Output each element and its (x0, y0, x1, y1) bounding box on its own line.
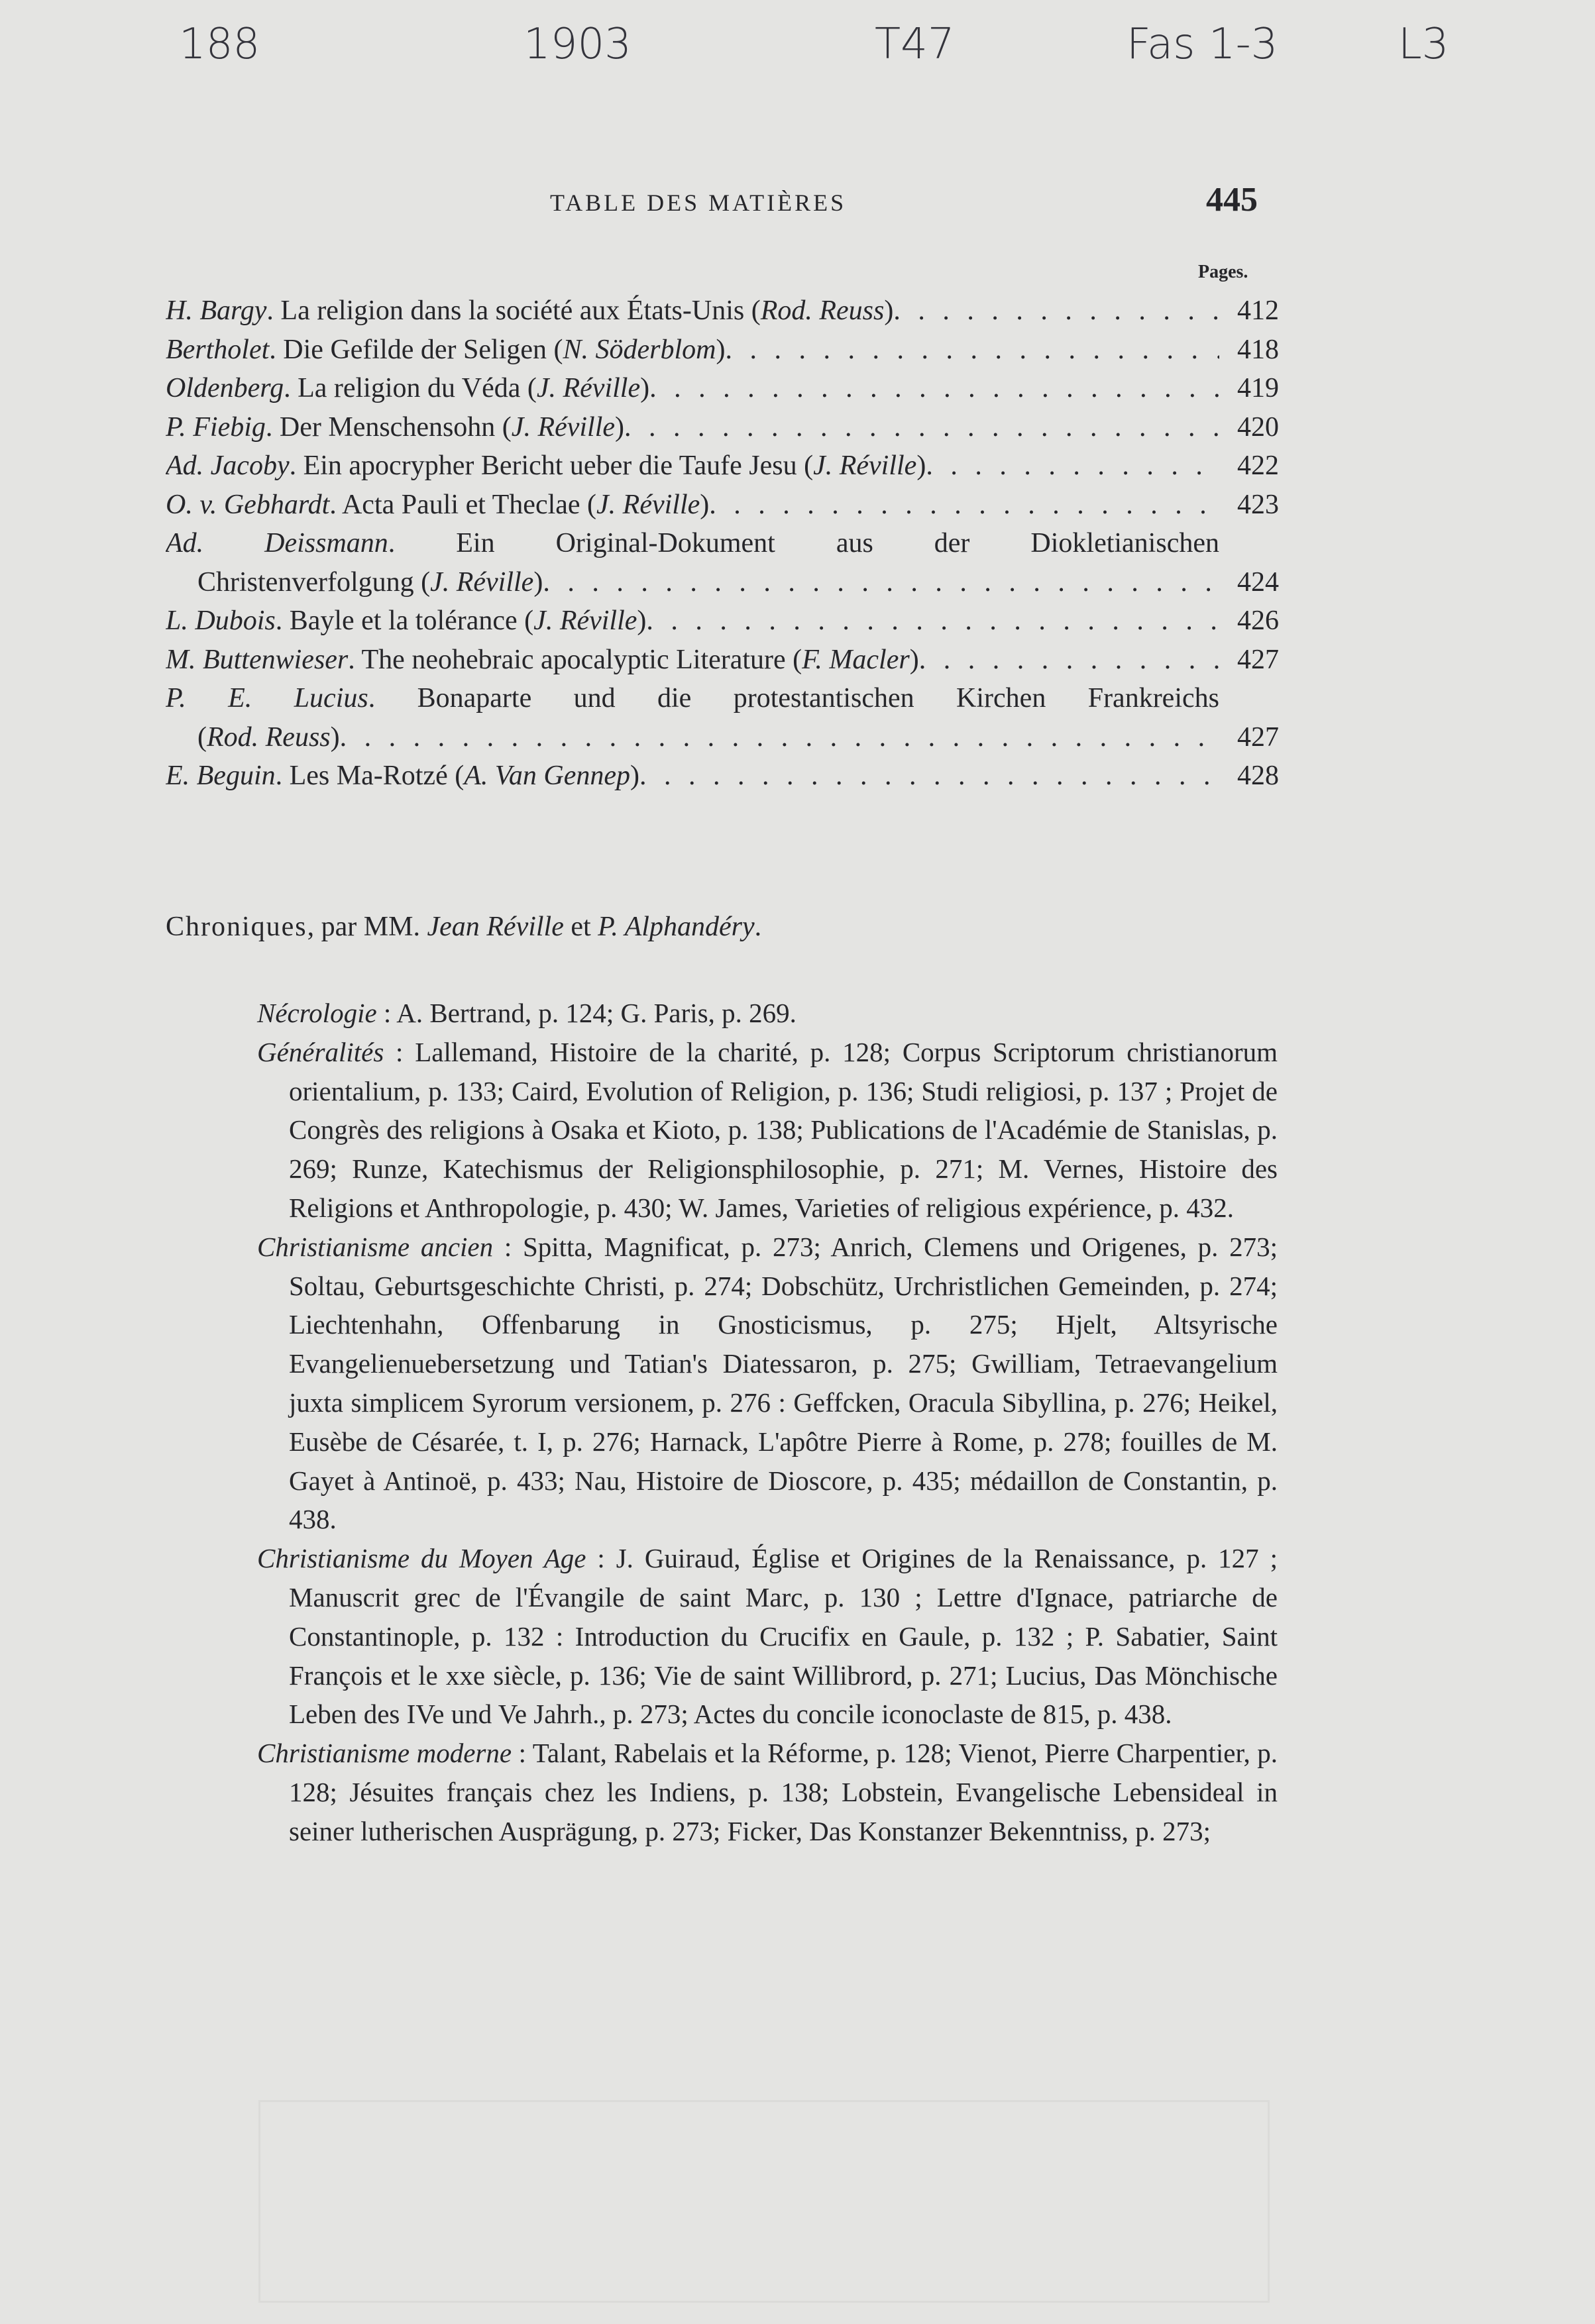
toc-page: 418 (1237, 334, 1279, 365)
leader-dots (926, 447, 1219, 486)
handwritten-note-2: 1903 (523, 20, 632, 69)
toc-page: 426 (1237, 606, 1279, 636)
toc-entry: Oldenberg. La religion du Véda (J. Réville) . . . 419 (166, 369, 1279, 408)
section-generalites: Généralités : Lallemand, Histoire de la charité, p. 128; Corpus Scriptorum christianorum orientalium, p. 133; Caird, Evolution of Religion, p. 136; Studi religiosi, p. 137 ; Projet de Congrès des religions à Osaka et Kioto, p. 138; Publications de l'Académie de Stanislas, p. 269; Runze, Katechismus der Religionsphilosophie, p. 271; M. Vernes, Histoire des Religions et Anthropologie, p. 430; W. James, Varieties of religious expérience, p. 432. (257, 1036, 1278, 1223)
toc-page: 420 (1237, 411, 1279, 443)
chroniques-heading: Chroniques, par MM. Jean Réville et P. Alphandéry. (166, 912, 762, 942)
toc-entry: Bertholet. Die Gefilde der Seligen (N. Söderblom) . . . 418 (166, 331, 1279, 370)
bleed-through-stamp (258, 2100, 1270, 2303)
toc-page: 424 (1237, 566, 1279, 598)
toc-entry: Ad. Jacoby. Ein apocrypher Bericht ueber die Taufe Jesu (J. Réville) . . . 422 (166, 447, 1279, 486)
leader-dots (543, 563, 1219, 602)
toc-page: 423 (1237, 489, 1279, 520)
leader-dots (893, 291, 1219, 331)
toc-page: 428 (1237, 761, 1279, 791)
leader-dots (919, 641, 1219, 680)
handwritten-note-1: 188 (179, 20, 260, 69)
leader-dots (725, 331, 1219, 370)
leader-dots (709, 486, 1219, 525)
toc-page: 412 (1237, 295, 1279, 326)
handwritten-note-5: L3 (1398, 20, 1449, 69)
leader-dots (649, 369, 1219, 408)
running-title: TABLE DES MATIÈRES (550, 189, 847, 216)
toc-entry: L. Dubois. Bayle et la tolérance (J. Réville) . . . 426 (166, 602, 1279, 641)
page-number: 445 (1206, 181, 1258, 219)
toc-entry-continuation: (Rod. Reuss) . . . 427 (166, 718, 1279, 757)
toc-entry-continuation: Christenverfolgung (J. Réville) . . . 424 (166, 563, 1279, 602)
toc-page: 427 (1237, 644, 1279, 675)
toc-page: 419 (1237, 373, 1279, 403)
section-necrologie: Nécrologie : A. Bertrand, p. 124; G. Paris, p. 269. (257, 998, 797, 1028)
leader-dots (624, 408, 1219, 447)
section-christianisme-ancien: Christianisme ancien : Spitta, Magnificat, p. 273; Anrich, Clemens und Origenes, p. 273; Soltau, Geburtsgeschichte Christi, p. 274; Dobschütz, Urchristlichen Gemeinden, p. 274; Liechtenhahn, Offenbarung in Gnosticismus, p. 275; Hjelt, Altsyrische Evangelienuebersetzung und Tatian's Diatessaron, p. 275; Gwilliam, Tetraevangelium juxta simplicem Syrorum versionem, p. 276 : Geffcken, Oracula Sibyllina, p. 276; Heikel, Eusèbe de Césarée, t. I, p. 276; Harnack, L'apôtre Pierre à Rome, p. 278; fouilles de M. Gayet à Antinoë, p. 433; Nau, Histoire de Dioscore, p. 435; médaillon de Constantin, p. 438. (257, 1231, 1278, 1535)
section-christianisme-moderne: Christianisme moderne : Talant, Rabelais et la Réforme, p. 128; Vienot, Pierre Charpentier, p. 128; Jésuites français chez les Indiens, p. 138; Lobstein, Evangelische Lebensideal in seiner lutherischen Ausprägung, p. 273; Ficker, Das Konstanzer Bekenntniss, p. 273; (257, 1738, 1278, 1846)
toc-entry: P. Fiebig. Der Menschensohn (J. Réville) . . . 420 (166, 408, 1279, 447)
leader-dots (639, 757, 1219, 796)
section-christianisme-moyen-age: Christianisme du Moyen Age : J. Guiraud, Église et Origines de la Renaissance, p. 127 ; Manuscrit grec de l'Évangile de saint Marc, p. 130 ; Lettre d'Ignace, patriarche de Constantinople, p. 132 : Introduction du Crucifix en Gaule, p. 132 ; P. Sabatier, Saint François et le xxe siècle, p. 136; Vie de saint Willibrord, p. 271; Lucius, Das Mönchische Leben des IVe und Ve Jahrh., p. 273; Actes du concile iconoclaste de 815, p. 438. (257, 1543, 1278, 1730)
toc-entry: O. v. Gebhardt. Acta Pauli et Theclae (J. Réville) . . . 423 (166, 486, 1279, 525)
table-of-contents (166, 291, 1279, 796)
handwritten-note-3: T47 (875, 20, 955, 69)
leader-dots (646, 602, 1219, 641)
pages-column-label: Pages. (1198, 262, 1248, 282)
toc-entry: Ad. Deissmann. Ein Original-Dokument aus der Diokletianischen (166, 528, 1219, 558)
toc-page: 422 (1237, 450, 1279, 481)
toc-page: 427 (1237, 721, 1279, 753)
chroniques-sections (257, 994, 1278, 1851)
toc-entry: P. E. Lucius. Bonaparte und die protestantischen Kirchen Frankreichs (166, 683, 1219, 713)
handwritten-note-4: Fas 1-3 (1127, 20, 1278, 69)
leader-dots (340, 718, 1219, 757)
toc-entry: H. Bargy. La religion dans la société aux États-Unis (Rod. Reuss) . . . 412 (166, 291, 1279, 331)
toc-entry: M. Buttenwieser. The neohebraic apocalyptic Literature (F. Macler) . . . 427 (166, 641, 1279, 680)
toc-entry: E. Beguin. Les Ma-Rotzé (A. Van Gennep) . . . 428 (166, 757, 1279, 796)
